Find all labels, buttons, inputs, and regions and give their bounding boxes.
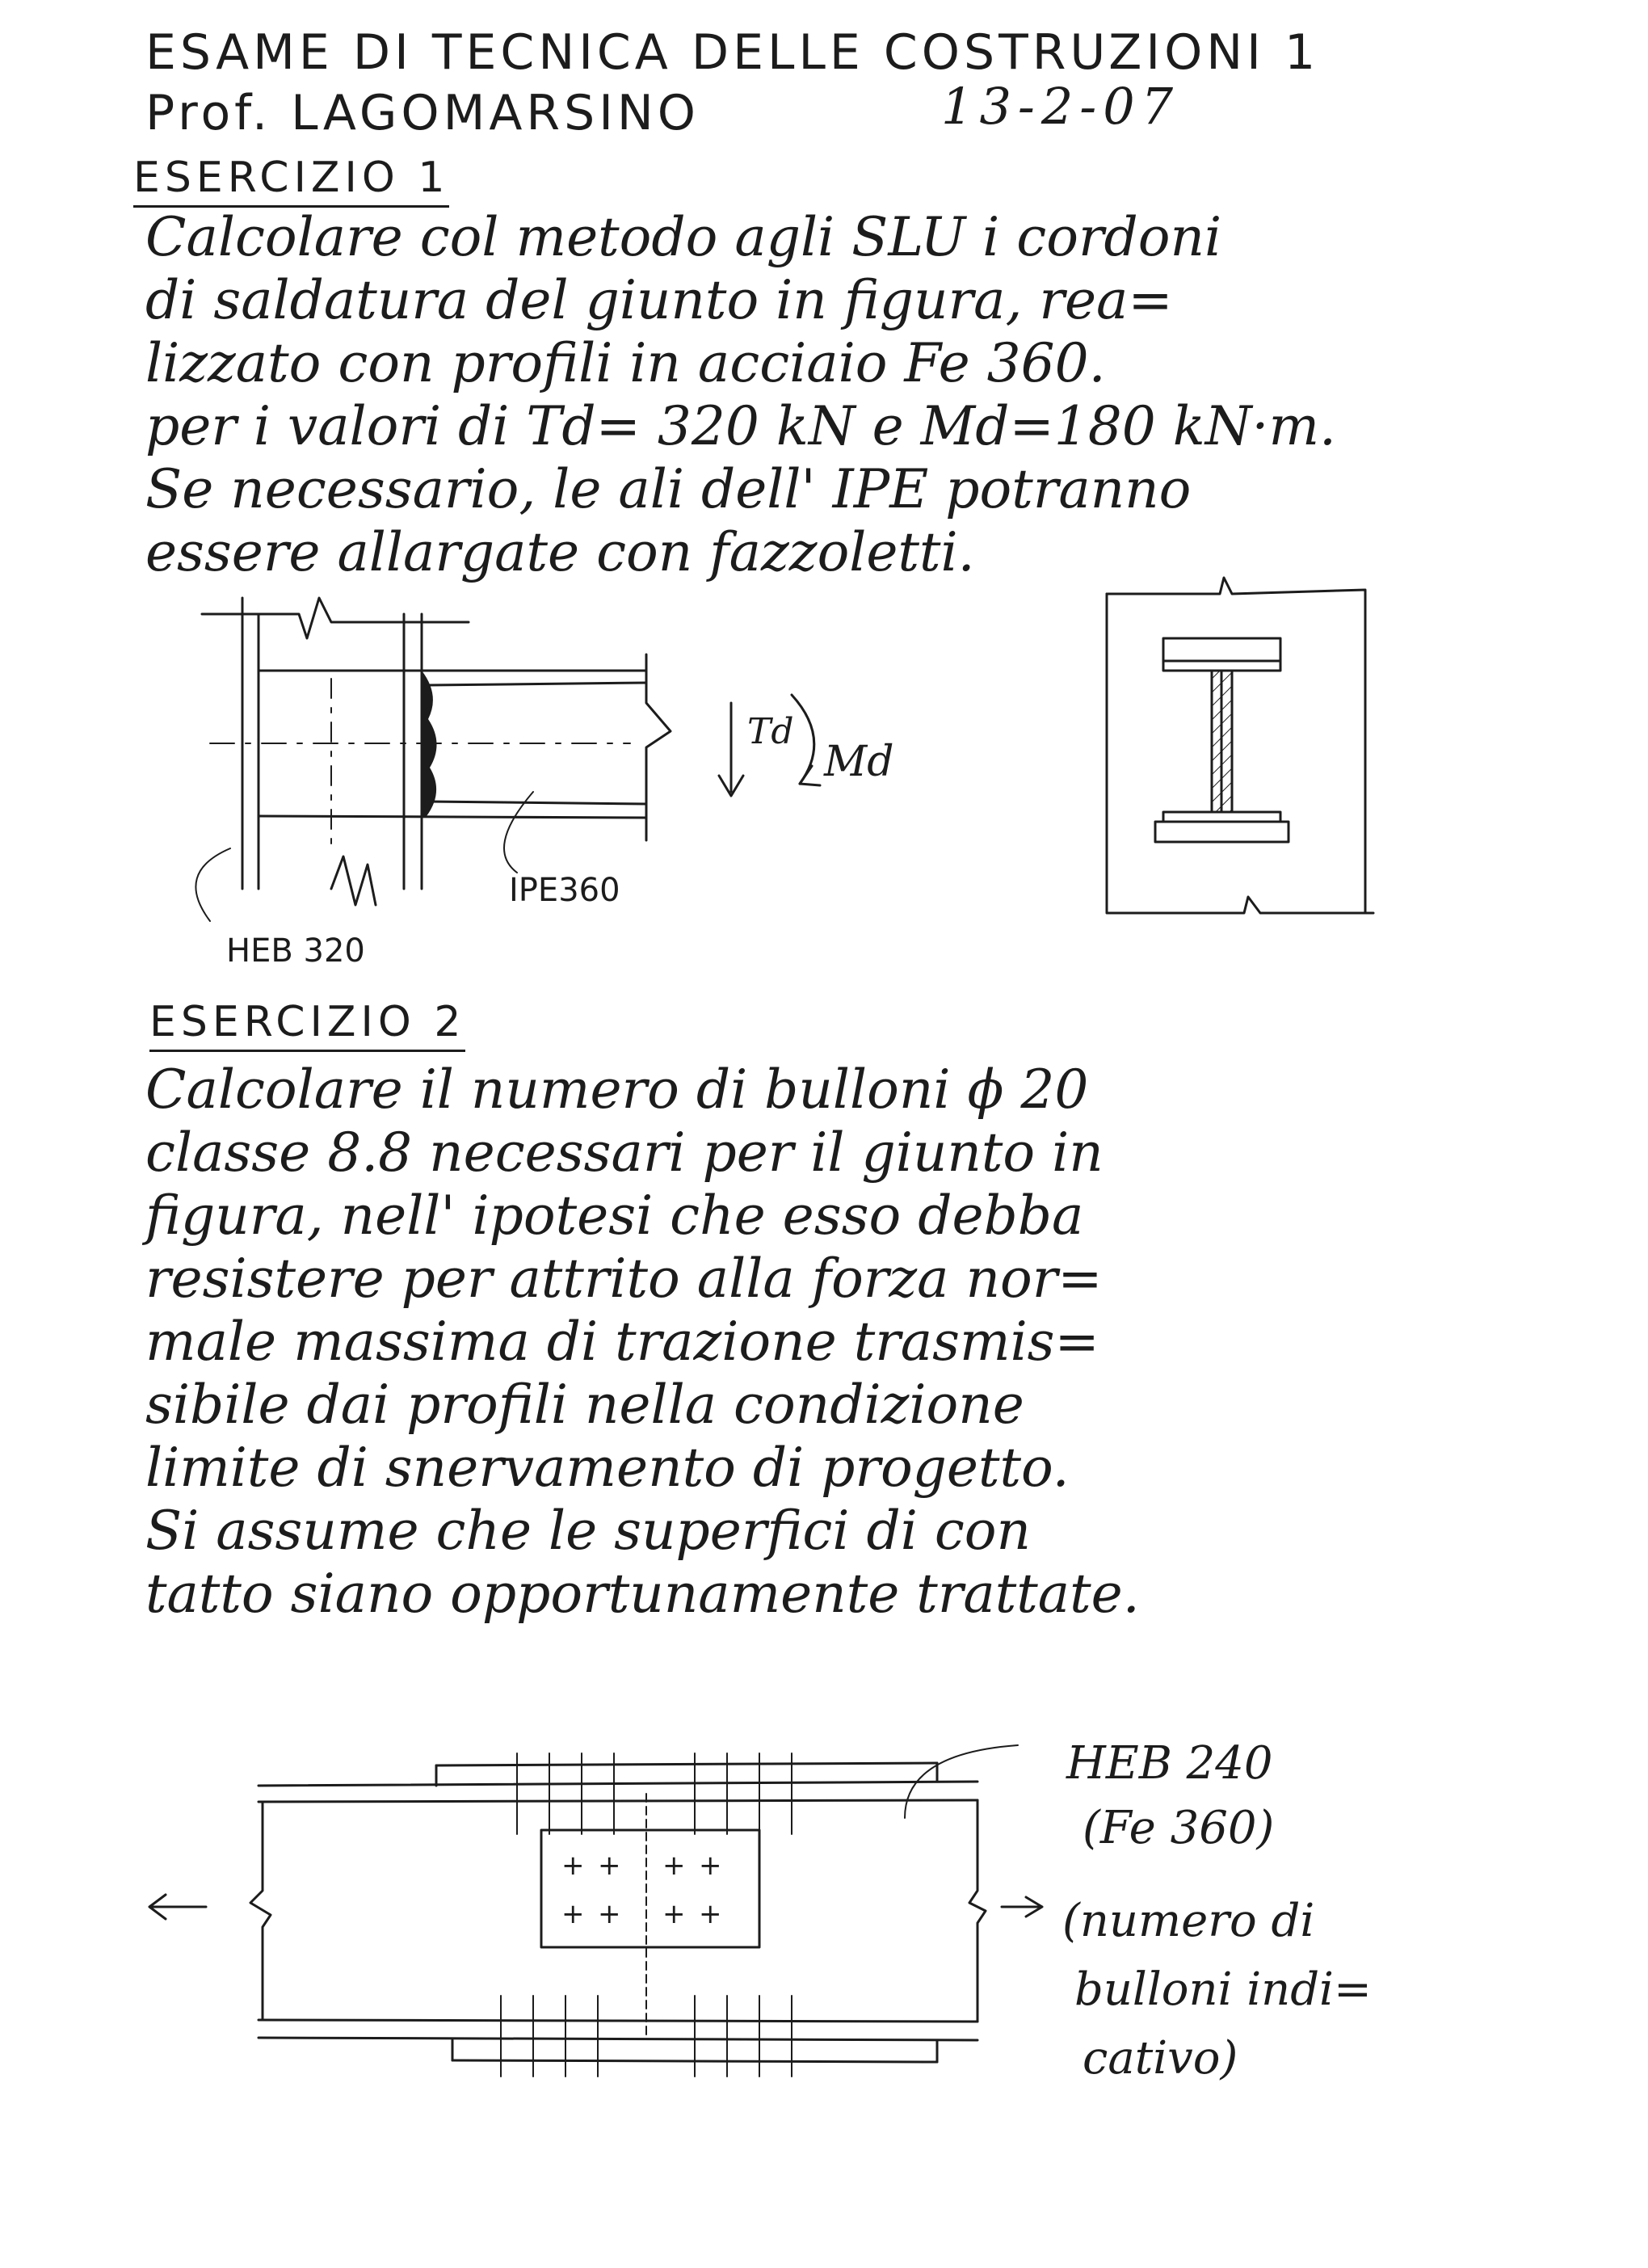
beam-label: IPE360 (509, 872, 620, 909)
welded-joint-figure (162, 582, 969, 986)
exercise-2-line: sibile dai profili nella condizione (145, 1374, 1024, 1436)
exercise-2-line: Calcolare il numero di bulloni ϕ 20 (145, 1058, 1089, 1121)
upper-flange-inner (259, 1800, 977, 1802)
professor-name: Prof. LAGOMARSINO (145, 85, 700, 141)
svg-text:+: + (662, 1849, 686, 1882)
exercise-2-line: figura, nell' ipotesi che esso debba (145, 1184, 1084, 1247)
right-force-arrow (1002, 1897, 1042, 1917)
exercise-1-line: lizzato con profili in acciaio Fe 360. (145, 332, 1106, 394)
svg-text:+: + (699, 1849, 722, 1882)
exercise-1-heading: ESERCIZIO 1 (133, 154, 449, 208)
bottom-flange (1155, 822, 1289, 842)
top-flange (1163, 638, 1280, 661)
steel-grade-label: (Fe 360) (1083, 1802, 1275, 1854)
exercise-1-line: Calcolare col metodo agli SLU i cordoni (145, 206, 1222, 268)
svg-text:+: + (662, 1898, 686, 1930)
lower-flange-inner (259, 2020, 977, 2022)
right-break-line (969, 1800, 986, 2022)
profile-label: HEB 240 (1066, 1737, 1273, 1790)
exercise-2-line: male massima di trazione trasmis= (145, 1311, 1099, 1373)
beam-bottom-flange-inner (428, 802, 646, 804)
exercise-2-heading: ESERCIZIO 2 (149, 998, 465, 1052)
bolt-count-note-line-1: (numero di (1062, 1895, 1315, 1947)
bolted-splice-figure (129, 1729, 1099, 2117)
bolt-count-note-line-3: cativo) (1083, 2032, 1238, 2085)
lower-flange-outer (259, 2038, 977, 2040)
exercise-2-text (145, 1058, 1583, 1626)
exercise-2-line: tatto siano opportunamente trattate. (145, 1563, 1140, 1625)
column-leader (195, 848, 230, 921)
left-force-arrow (149, 1895, 206, 1919)
md-arrow (792, 695, 814, 784)
exercise-2-line: classe 8.8 necessari per il giunto in (145, 1121, 1104, 1184)
ipe-section-figure (1050, 566, 1414, 945)
exam-date: 13-2-07 (941, 77, 1180, 136)
beam-top-flange-inner (428, 683, 646, 685)
column-label: HEB 320 (226, 932, 365, 970)
exercise-2-line: Si assume che le superfici di con (145, 1500, 1032, 1562)
md-arrowhead (800, 766, 820, 785)
web-bolts (561, 1849, 722, 1930)
web-hatch (1212, 671, 1232, 812)
svg-text:+: + (598, 1898, 621, 1930)
bottom-plate (1163, 812, 1280, 822)
left-break-line (250, 1802, 271, 2020)
column-outline-bottom (1107, 594, 1373, 913)
top-plate (1163, 661, 1280, 671)
upper-cover-plate (436, 1763, 937, 1765)
svg-text:+: + (598, 1849, 621, 1882)
exercise-1-line: essere allargate con fazzoletti. (145, 521, 975, 583)
exercise-1-line: per i valori di Td= 320 kN e Md=180 kN·m. (145, 395, 1337, 457)
beam-break-line (646, 654, 671, 840)
beam-bottom-flange (259, 816, 646, 818)
exercise-2-line: resistere per attrito alla forza nor= (145, 1248, 1103, 1310)
beam-leader (504, 792, 533, 873)
td-label: Td (747, 711, 794, 752)
exam-title: ESAME DI TECNICA DELLE COSTRUZIONI 1 (145, 24, 1320, 81)
md-label: Md (824, 738, 894, 786)
column-outline-top (1107, 578, 1365, 913)
column-break-bottom (331, 856, 376, 905)
svg-text:+: + (561, 1849, 585, 1882)
exercise-1-line: Se necessario, le ali dell' IPE potranno (145, 458, 1192, 520)
bolt-count-note-line-2: bulloni indi= (1074, 1963, 1372, 2016)
svg-text:+: + (699, 1898, 722, 1930)
exercise-1-text (145, 206, 1583, 584)
exercise-1-line: di saldatura del giunto in figura, rea= (145, 269, 1173, 331)
exercise-2-line: limite di snervamento di progetto. (145, 1437, 1070, 1499)
svg-text:+: + (561, 1898, 585, 1930)
upper-flange-outer (259, 1782, 977, 1786)
